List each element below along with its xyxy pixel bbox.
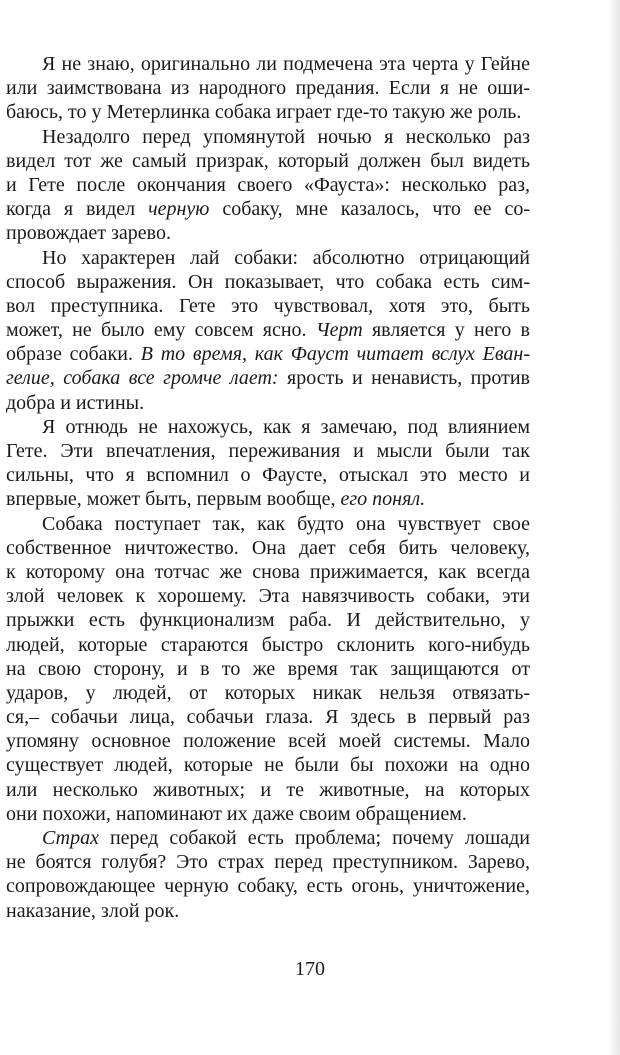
italic-text: гелие, собака все громче лает: xyxy=(6,367,279,390)
text-line xyxy=(6,318,530,342)
italic-text: Страх xyxy=(42,827,99,849)
text-line xyxy=(6,76,530,100)
text-segment: к которому она тотчас же снова прижимается, как всегда xyxy=(6,560,530,583)
text-segment: провождает зарево. xyxy=(6,222,171,245)
text-segment: впервые, может быть, первым вообще, xyxy=(6,488,341,511)
text-segment: вол преступника. Гете это чувствовал, хотя это, быть xyxy=(6,294,530,317)
text-segment: может, не было ему совсем ясно. xyxy=(6,319,316,342)
text-segment: когда я видел xyxy=(6,198,149,221)
page-number: 170 xyxy=(295,958,325,980)
text-segment: Я отнюдь не нахожусь, как я замечаю, под влиянием xyxy=(42,415,530,438)
text-line xyxy=(6,560,530,584)
text-line xyxy=(6,221,530,245)
text-line xyxy=(6,246,530,270)
text-segment: существует людей, которые не были бы похожи на одно xyxy=(6,754,530,777)
text-line xyxy=(6,899,530,923)
text-line xyxy=(6,705,530,729)
paragraph xyxy=(6,52,530,125)
text-segment: прыжки есть функционализм раба. И действительно, у xyxy=(6,609,530,632)
text-line xyxy=(6,874,530,898)
text-line xyxy=(6,391,530,415)
text-line xyxy=(6,100,530,124)
text-line xyxy=(6,584,530,608)
text-segment: или несколько животных; и те животные, на которых xyxy=(6,778,530,801)
text-line xyxy=(6,294,530,318)
text-segment: является у него в xyxy=(362,319,530,342)
text-line xyxy=(6,197,530,221)
text-segment: собаку, мне казалось, что ее со- xyxy=(209,198,530,221)
text-line xyxy=(6,657,530,681)
text-line xyxy=(6,149,530,173)
text-segment: ударов, у людей, от которых никак нельзя отвязать- xyxy=(6,681,530,704)
text-line xyxy=(6,366,530,390)
text-line xyxy=(6,633,530,657)
paragraph xyxy=(6,125,530,246)
text-segment: баюсь, то у Метерлинка собака играет где-то такую же роль. xyxy=(6,101,522,124)
text-segment: образе собаки. xyxy=(6,343,141,366)
text-segment: не боятся голубя? Это страх перед преступником. Зарево, xyxy=(6,851,530,874)
text-line xyxy=(6,463,530,487)
text-line xyxy=(6,52,530,76)
text-line xyxy=(6,125,530,149)
text-segment: перед собакой есть проблема; почему лошади xyxy=(98,827,530,849)
text-segment: и Гете после окончания своего «Фауста»: несколько раз, xyxy=(6,173,530,196)
text-line xyxy=(6,415,530,439)
italic-text: В то время, как Фауст читает вслух Еван- xyxy=(140,343,530,366)
text-line xyxy=(6,270,530,294)
text-segment: добра и истины. xyxy=(6,391,145,414)
italic-text: Черт xyxy=(315,319,363,342)
text-line xyxy=(6,753,530,777)
text-segment: Незадолго перед упомянутой ночью я несколько раз xyxy=(42,125,530,148)
text-segment: на свою сторону, и в то же время так защищаются от xyxy=(6,657,530,680)
text-segment: наказание, злой рок. xyxy=(6,899,180,922)
text-segment: злой человек к хорошему. Эта навязчивость собаки, эти xyxy=(6,585,530,608)
text-line xyxy=(6,487,530,511)
italic-text: черную xyxy=(148,198,210,221)
text-segment: ярость и ненависть, против xyxy=(278,367,531,390)
text-segment: людей, которые стараются быстро склонить кого-нибудь xyxy=(6,633,530,656)
text-line xyxy=(6,729,530,753)
paragraph xyxy=(6,826,530,923)
italic-text: его понял. xyxy=(340,488,426,511)
text-line xyxy=(6,536,530,560)
text-line xyxy=(6,778,530,802)
text-segment: видел тот же самый призрак, который должен был видеть xyxy=(6,149,530,172)
text-line xyxy=(6,681,530,705)
paragraph xyxy=(6,415,530,512)
text-segment: Я не знаю, оригинально ли подмечена эта черта у Гейне xyxy=(42,53,530,75)
text-segment: упомяну основное положение всей моей системы. Мало xyxy=(6,730,530,753)
text-line xyxy=(6,850,530,874)
text-segment: Но характерен лай собаки: абсолютно отрицающий xyxy=(42,246,530,269)
paragraph xyxy=(6,512,530,826)
text-segment: Собака поступает так, как будто она чувствует свое xyxy=(42,512,530,535)
text-segment: способ выражения. Он показывает, что собака есть сим- xyxy=(6,270,530,293)
text-segment: сопровождающее черную собаку, есть огонь, уничтожение, xyxy=(6,875,530,898)
text-line xyxy=(6,173,530,197)
text-line xyxy=(6,342,530,366)
text-segment: Гете. Эти впечатления, переживания и мысли были так xyxy=(6,440,530,462)
text-line xyxy=(6,826,530,850)
scan-edge-shadow xyxy=(608,0,620,1055)
text-segment: или заимствована из народного предания. Если я не оши- xyxy=(6,77,530,100)
text-line xyxy=(6,512,530,536)
text-line xyxy=(6,802,530,826)
text-segment: сильны, что я вспомнил о Фаусте, отыскал это место и xyxy=(6,464,530,487)
text-line xyxy=(6,608,530,632)
text-segment: ся,– собачьи лица, собачьи глаза. Я здесь в первый раз xyxy=(6,706,530,729)
paragraph xyxy=(6,246,530,415)
text-segment: они похожи, напоминают их даже своим обращением. xyxy=(6,802,467,825)
text-segment: собственное ничтожество. Она дает себя бить человеку, xyxy=(6,536,530,559)
body-text xyxy=(6,52,530,923)
text-line xyxy=(6,439,530,463)
